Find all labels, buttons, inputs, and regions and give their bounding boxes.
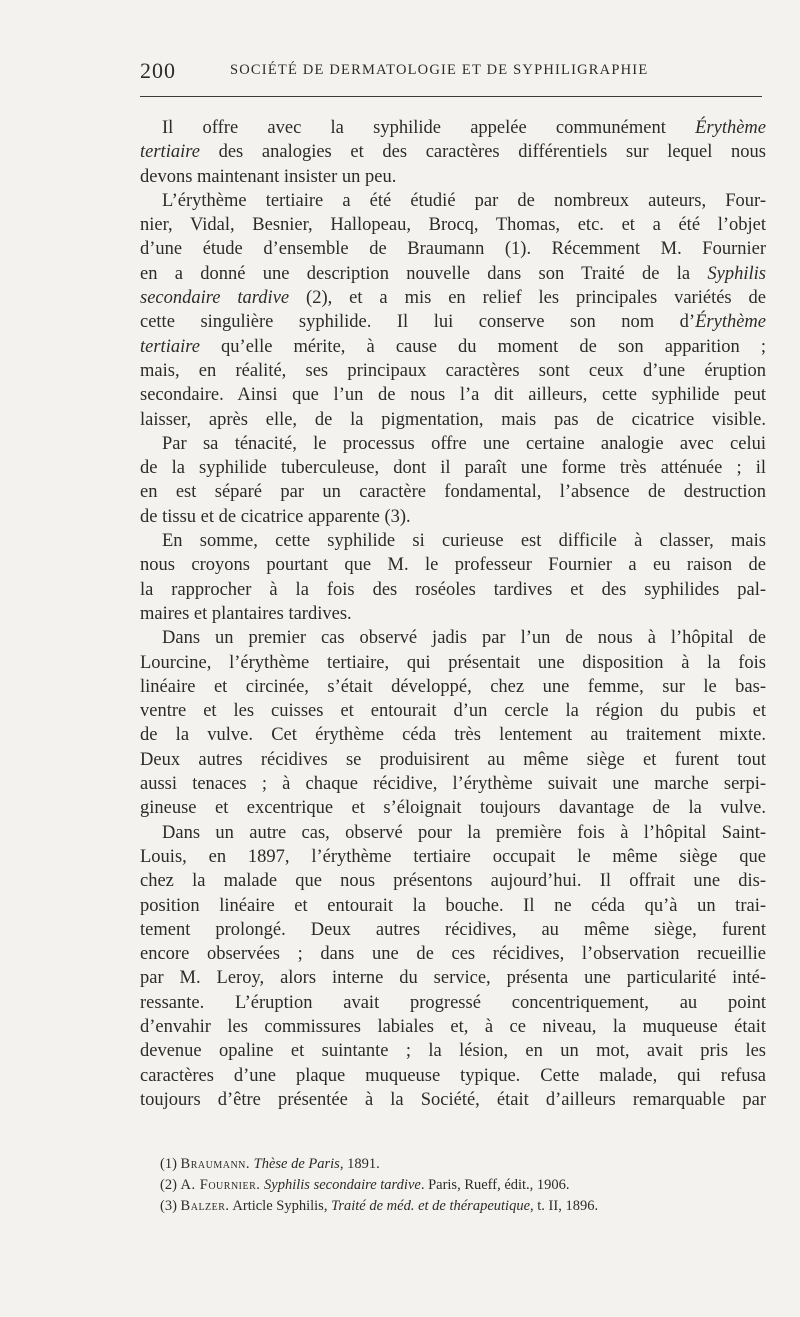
footnote-1: (1) Braumann. Thèse de Paris, 1891. [160, 1156, 380, 1172]
text-line: devenue opaline et suintante ; la lésion, en un mot, avait pris les [140, 1041, 766, 1062]
text-line: devons maintenant insister un peu. [140, 166, 397, 187]
footnotes [160, 1154, 760, 1217]
text-line: ressante. L’éruption avait progressé concentriquement, au point [140, 992, 766, 1013]
footnote-2: (2) A. Fournier. Syphilis secondaire tardive. Paris, Rueff, édit., 1906. [160, 1177, 570, 1193]
body-text [140, 116, 766, 1112]
text-line: de la vulve. Cet érythème céda très lentement au traitement mixte. [140, 725, 766, 746]
text-line: nier, Vidal, Besnier, Hallopeau, Brocq, Thomas, etc. et a été l’objet [140, 215, 766, 236]
text-line: mais, en réalité, ses principaux caractères sont ceux d’une éruption [140, 360, 766, 381]
header-rule [140, 96, 762, 97]
text-line: nous croyons pourtant que M. le professeur Fournier a eu raison de [140, 555, 766, 576]
running-title: SOCIÉTÉ DE DERMATOLOGIE ET DE SYPHILIGRAPHIE [230, 62, 649, 78]
text-line: encore observées ; dans une de ces récidives, l’observation recueillie [140, 944, 766, 965]
text-line: position linéaire et entourait la bouche. Il ne céda qu’à un trai- [140, 895, 766, 916]
text-line: en a donné une description nouvelle dans son Traité de la Syphilis [140, 263, 766, 284]
text-line: Il offre avec la syphilide appelée communément Érythème [162, 118, 766, 138]
text-line: laisser, après elle, de la pigmentation, mais pas de cicatrice visible. [140, 409, 766, 430]
text-line: L’érythème tertiaire a été étudié par de nombreux auteurs, Four- [162, 190, 766, 211]
text-line: chez la malade que nous présentons aujourd’hui. Il offrait une dis- [140, 871, 766, 892]
page-number: 200 [140, 58, 176, 83]
text-line: linéaire et circinée, s’était développé, chez une femme, sur le bas- [140, 676, 766, 697]
text-line: de tissu et de cicatrice apparente (3). [140, 506, 411, 527]
text-line: toujours d’être présentée à la Société, était d’ailleurs remarquable par [140, 1089, 766, 1110]
text-line: tertiaire des analogies et des caractères différentiels sur lequel nous [140, 142, 766, 163]
text-line: Dans un premier cas observé jadis par l’un de nous à l’hôpital de [162, 628, 766, 649]
text-line: aussi tenaces ; à chaque récidive, l’érythème suivait une marche serpi- [140, 774, 766, 795]
text-line: Deux autres récidives se produisirent au même siège et furent tout [140, 749, 766, 770]
text-line: caractères d’une plaque muqueuse typique. Cette malade, qui refusa [140, 1065, 766, 1086]
text-line: cette singulière syphilide. Il lui conserve son nom d’Érythème [140, 312, 766, 333]
text-line: maires et plantaires tardives. [140, 603, 352, 624]
text-line: la rapprocher à la fois des roséoles tardives et des syphilides pal- [140, 579, 766, 600]
text-line: secondaire. Ainsi que l’un de nous l’a dit ailleurs, cette syphilide peut [140, 385, 766, 406]
text-line: Louis, en 1897, l’érythème tertiaire occupait le même siège que [140, 846, 766, 867]
text-line: En somme, cette syphilide si curieuse est difficile à classer, mais [162, 531, 766, 552]
text-line: d’envahir les commissures labiales et, à ce niveau, la muqueuse était [140, 1016, 766, 1037]
text-line: Dans un autre cas, observé pour la première fois à l’hôpital Saint- [162, 822, 766, 843]
text-line: Lourcine, l’érythème tertiaire, qui présentait une disposition à la fois [140, 652, 766, 673]
text-line: secondaire tardive (2), et a mis en relief les principales variétés de [140, 288, 766, 309]
text-line: de la syphilide tuberculeuse, dont il paraît une forme très atténuée ; il [140, 458, 766, 479]
text-line: ventre et les cuisses et entourait d’un cercle la région du pubis et [140, 701, 766, 722]
text-line: Par sa ténacité, le processus offre une certaine analogie avec celui [162, 433, 766, 454]
text-line: par M. Leroy, alors interne du service, présenta une particularité inté- [140, 968, 766, 989]
text-line: d’une étude d’ensemble de Braumann (1). Récemment M. Fournier [140, 239, 766, 260]
page-header [140, 58, 762, 88]
text-line: en est séparé par un caractère fondamental, l’absence de destruction [140, 482, 766, 503]
text-line: tertiaire qu’elle mérite, à cause du moment de son apparition ; [140, 336, 766, 357]
footnote-3: (3) Balzer. Article Syphilis, Traité de méd. et de thérapeutique, t. II, 1896. [160, 1198, 599, 1214]
text-line: gineuse et excentrique et s’éloignait toujours davantage de la vulve. [140, 798, 766, 819]
text-line: tement prolongé. Deux autres récidives, au même siège, furent [140, 919, 766, 940]
